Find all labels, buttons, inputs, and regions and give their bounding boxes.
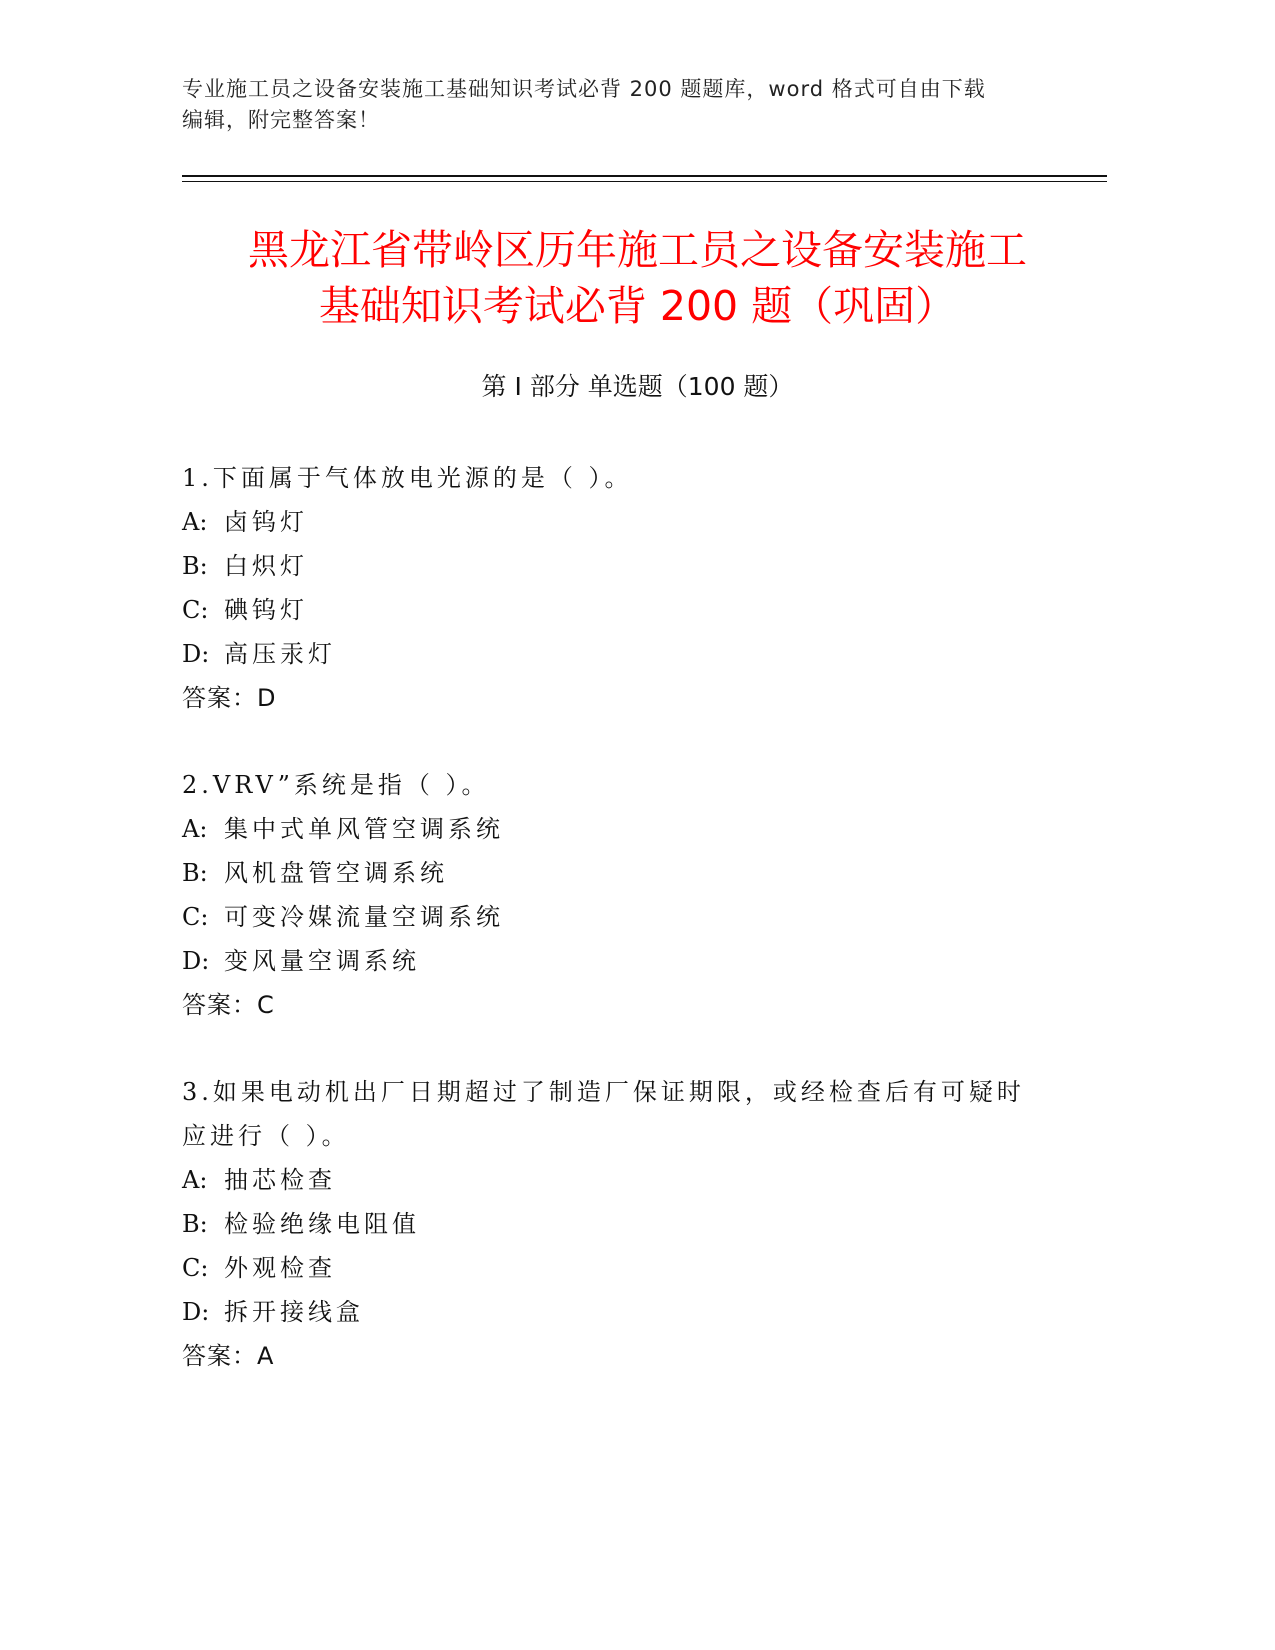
option-text: 变风量空调系统 [224,947,420,975]
option-text: 卤钨灯 [224,508,308,536]
option-a [182,500,1082,544]
option-a [182,1158,1082,1202]
question-2 [182,763,1082,1027]
document-header-note [182,74,1042,136]
option-b [182,544,1082,588]
answer-line: 答案：D [182,684,277,712]
option-a [182,807,1082,851]
option-letter: D: [182,1298,210,1326]
option-text: 拆开接线盒 [224,1298,364,1326]
header-note-line-2: 编辑，附完整答案！ [182,108,380,132]
answer-line: 答案：C [182,991,275,1019]
option-letter: C: [182,596,209,624]
option-letter: C: [182,903,209,931]
section-heading: 第 I 部分 单选题（100 题） [481,372,794,401]
title-line-1: 黑龙江省带岭区历年施工员之设备安装施工 [248,226,1027,274]
document-title [150,222,1125,334]
option-letter: B: [182,552,208,580]
question-stem: 1.下面属于气体放电光源的是（ ）。 [182,464,633,492]
option-text: 检验绝缘电阻值 [224,1210,420,1238]
option-letter: B: [182,1210,208,1238]
option-letter: B: [182,859,208,887]
option-text: 抽芯检查 [224,1166,336,1194]
option-text: 风机盘管空调系统 [224,859,448,887]
option-d [182,632,1082,676]
question-stem-line-2: 应进行（ ）。 [182,1122,350,1150]
option-text: 集中式单风管空调系统 [224,815,504,843]
option-letter: A: [182,1166,208,1194]
option-b [182,851,1082,895]
option-d [182,1290,1082,1334]
option-text: 白炽灯 [224,552,308,580]
option-text: 可变冷媒流量空调系统 [224,903,504,931]
option-d [182,939,1082,983]
answer-line: 答案：A [182,1342,275,1370]
question-stem-line-1: 3.如果电动机出厂日期超过了制造厂保证期限，或经检查后有可疑时 [182,1078,1025,1106]
title-line-2: 基础知识考试必背 200 题（巩固） [318,282,957,330]
option-letter: C: [182,1254,209,1282]
option-text: 外观检查 [224,1254,336,1282]
option-c [182,895,1082,939]
option-c [182,1246,1082,1290]
header-note-line-1: 专业施工员之设备安装施工基础知识考试必背 200 题题库，word 格式可自由下载 [182,77,986,101]
option-letter: D: [182,947,210,975]
question-3 [182,1070,1082,1378]
option-text: 碘钨灯 [224,596,308,624]
option-b [182,1202,1082,1246]
option-letter: A: [182,508,208,536]
question-list [182,456,1082,1421]
option-letter: A: [182,815,208,843]
option-letter: D: [182,640,210,668]
question-1 [182,456,1082,720]
option-text: 高压汞灯 [224,640,336,668]
question-stem: 2.VRV”系统是指（ ）。 [182,771,490,799]
option-c [182,588,1082,632]
header-rule-thick [182,175,1107,177]
header-rule-thin [182,181,1107,182]
